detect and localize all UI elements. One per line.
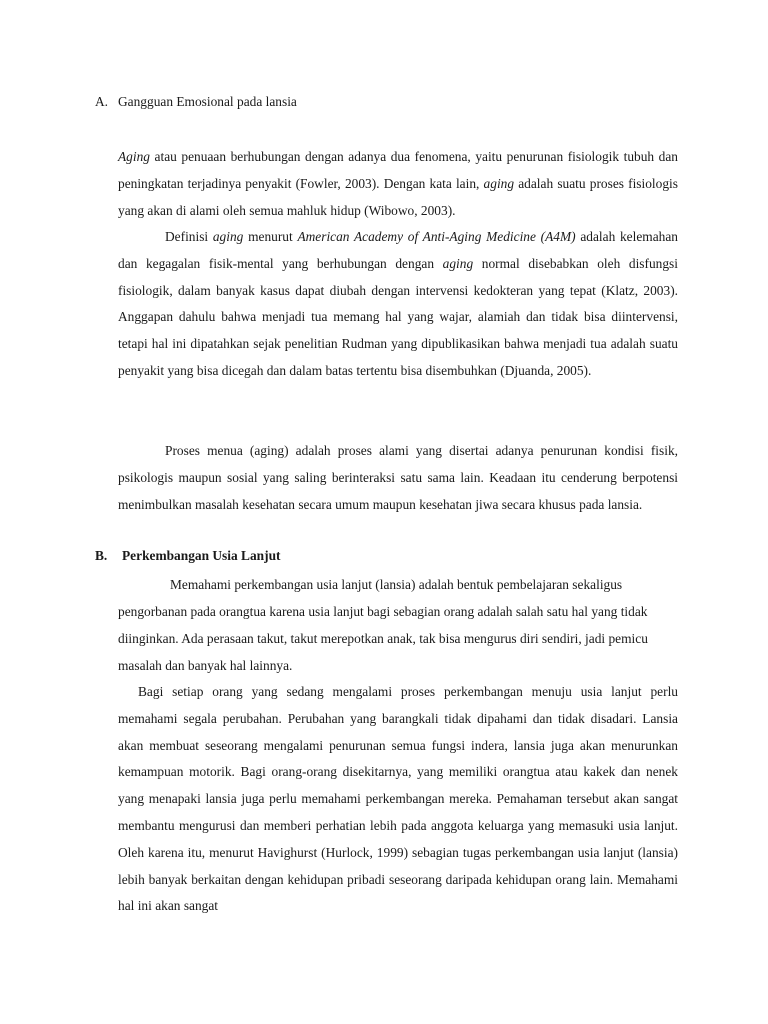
paragraph-text: menurut (243, 229, 298, 244)
section-b-title: Perkembangan Usia Lanjut (122, 548, 281, 563)
organization-name: American Academy of Anti-Aging Medicine (A4M) (297, 229, 576, 244)
term-aging: aging (483, 175, 515, 191)
paragraph-text: Definisi (165, 229, 213, 244)
section-b-paragraph-1: Memahami perkembangan usia lanjut (lansia) adalah bentuk pembelajaran sekaligus pengorbanan pada orangtua karena usia lanjut bagi sebagian orang adalah salah satu hal yang tidak diinginkan. Ada perasaan takut, takut merepotkan anak, tak bisa mengurus diri sendiri, jadi pemicu masalah dan banyak hal lainnya. (118, 577, 648, 673)
paragraph-text: adalah kelemahan dan kegagalan fisik-mental yang berhubungan dengan (118, 229, 678, 271)
section-b-heading (95, 546, 280, 566)
section-a-paragraph-2 (118, 224, 678, 385)
term-aging: aging (442, 255, 474, 271)
section-a-title: Gangguan Emosional pada lansia (118, 94, 297, 109)
section-a-paragraph-1 (118, 144, 678, 224)
term-aging: aging (212, 229, 244, 244)
section-a-heading (95, 92, 297, 112)
paragraph-text: normal disebabkan oleh disfungsi fisiologik, dalam banyak kasus dapat diubah dengan intervensi kedokteran yang tepat (Klatz, 2003). Anggapan dahulu bahwa menjadi tua memang hal yang wajar, alamiah dan tidak bisa diintervensi, tetapi hal ini dipatahkan sejak penelitian Rudman yang dipublikasikan bahwa menjadi tua adalah suatu penyakit yang bisa dicegah dan dalam batas tertentu bisa disembuhkan (Djuanda, 2005). (118, 255, 678, 378)
paragraph-text: atau penuaan berhubungan dengan adanya dua fenomena, yaitu penurunan fisiologik tubuh dan peningkatan terjadinya penyakit (Fowler, 2003). Dengan kata lain, (118, 149, 678, 191)
section-a-paragraph-3: Proses menua (aging) adalah proses alami yang disertai adanya penurunan kondisi fisik, psikologis maupun sosial yang saling berinteraksi satu sama lain. Keadaan itu cenderung berpotensi menimbulkan masalah kesehatan secara umum maupun kesehatan jiwa secara khusus pada lansia. (118, 443, 678, 512)
section-a-number: A. (95, 94, 109, 109)
paragraph-text: adalah suatu proses fisiologis yang akan di alami oleh semua mahluk hidup (Wibowo, 2003). (118, 175, 678, 218)
section-b-paragraph-2: Bagi setiap orang yang sedang mengalami proses perkembangan menuju usia lanjut perlu memahami segala perubahan. Perubahan yang barangkali tidak dipahami dan tidak disadari. Lansia akan membuat seseorang mengalami penurunan semua fungsi indera, lansia juga akan menurunkan kemampuan motorik. Bagi orang-orang disekitarnya, yang memiliki orangtua atau kakek dan nenek yang menapaki lansia juga perlu memahami perkembangan mereka. Pemahaman tersebut akan sangat membantu mengurusi dan memberi perhatian lebih pada anggota keluarga yang memasuki usia lanjut. Oleh karena itu, menurut Havighurst (Hurlock, 1999) sebagian tugas perkembangan usia lanjut (lansia) lebih banyak berkaitan dengan kehidupan pribadi seseorang daripada kehidupan orang lain. Memahami hal ini akan sangat (118, 684, 678, 914)
section-b-number: B. (95, 548, 108, 563)
term-aging: Aging (118, 149, 150, 164)
